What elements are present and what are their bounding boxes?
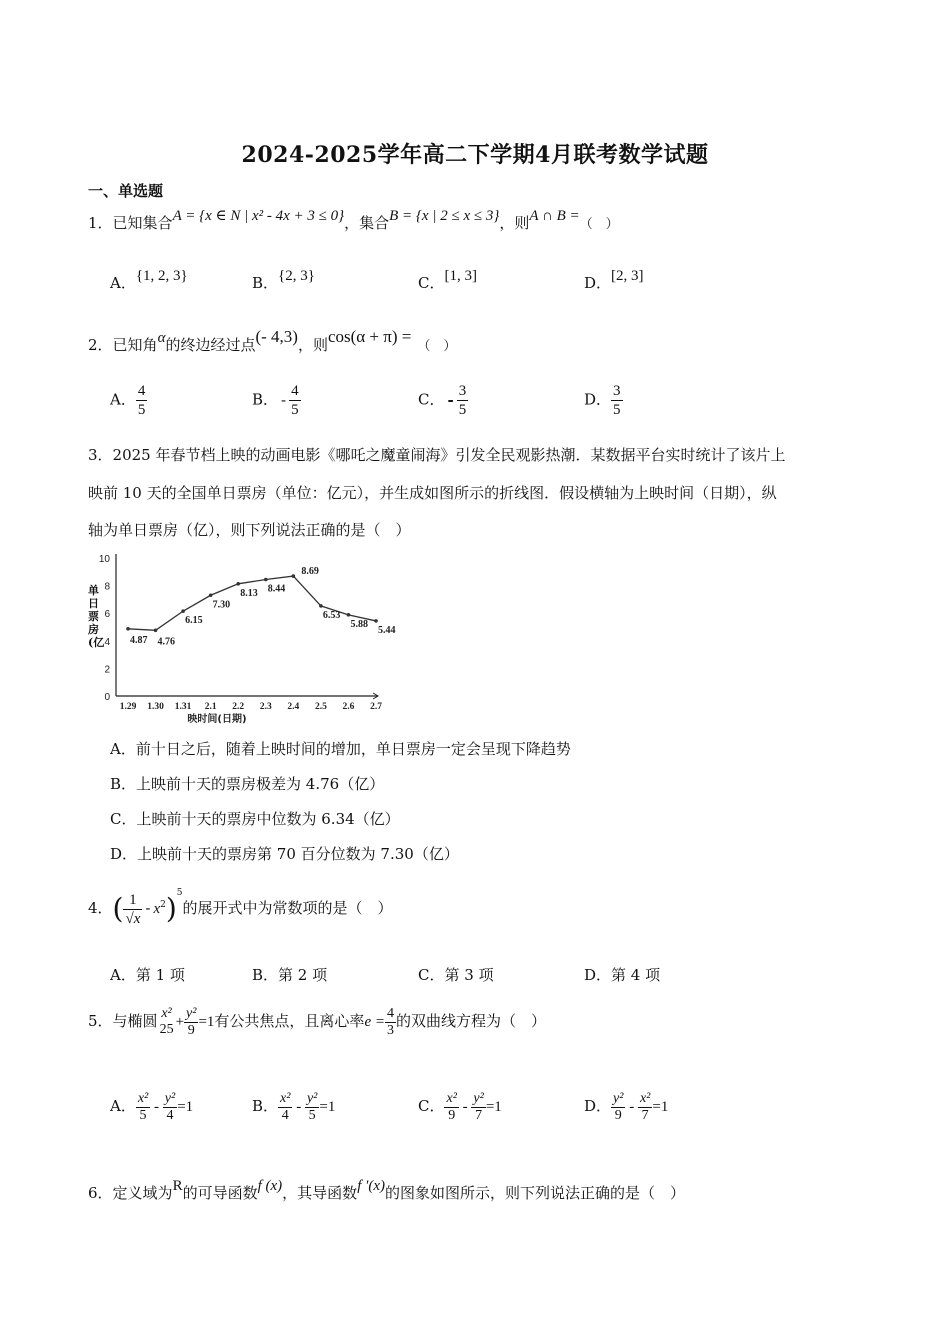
box-office-line-chart xyxy=(88,548,396,726)
question-6: 6．定义域为R的可导函数f (x)，其导函数f ′(x)的图象如图所示，则下列说法正确的是（ ） xyxy=(88,1178,686,1202)
chart-x-tick-label: 2.1 xyxy=(204,702,217,712)
q2-option-b: B． - $\frac{4}{5}$ xyxy=(252,383,299,418)
q4-fraction: $\frac{1}{√x}$ xyxy=(125,891,141,927)
question-3-line-1: 3．2025 年春节档上映的动画电影《哪吒之魔童闹海》引发全民观影热潮．某数据平台实时统计了该片上 xyxy=(88,446,786,464)
q1-text-3: ，则 xyxy=(499,214,530,232)
chart-data-label: 8.44 xyxy=(267,583,286,595)
q2-alpha: α xyxy=(157,330,166,346)
q1-expression: A ∩ B = xyxy=(529,208,580,224)
q1-number: 1． xyxy=(88,214,113,232)
chart-y-label: 单日票房(亿 xyxy=(88,584,105,649)
q1-text-4: （ ） xyxy=(579,217,619,232)
q3-option-c: C．上映前十天的票房中位数为 6.34（亿） xyxy=(110,810,400,828)
chart-data-label: 6.53 xyxy=(322,609,341,621)
chart-x-tick-label: 1.31 xyxy=(174,702,192,712)
q1-option-d: D．[2, 3] xyxy=(584,268,644,292)
chart-data-point xyxy=(319,604,323,608)
q1-option-a: A．{1, 2, 3} xyxy=(110,268,188,292)
chart-data-label: 4.87 xyxy=(130,634,148,646)
chart-y-tick-label: 10 xyxy=(98,554,110,565)
q5-option-d: D． $\frac{\text{y²}}{9}$ - $\frac{\text{x²}}{7}$ =1 xyxy=(584,1090,669,1123)
chart-data-point xyxy=(264,578,268,582)
q2-text-4: （ ） xyxy=(417,339,457,354)
q2-option-a: A． $\frac{4}{5}$ xyxy=(110,383,146,418)
q5-ellipse-x-term: x² 25 xyxy=(159,1006,174,1037)
chart-y-tick-label: 8 xyxy=(104,581,110,593)
q3-option-a: A．前十日之后，随着上映时间的增加，单日票房一定会呈现下降趋势 xyxy=(110,740,571,758)
chart-x-tick-label: 1.29 xyxy=(119,702,137,712)
q1-set-a: A = {x ∈ N | x² - 4x + 3 ≤ 0} xyxy=(172,208,345,224)
q4-text: 的展开式中为常数项的是（ ） xyxy=(182,899,393,917)
chart-data-label: 4.76 xyxy=(157,636,176,648)
q2-number: 2． xyxy=(88,336,113,354)
q6-function: f (x) xyxy=(257,1178,283,1194)
q2-text-1: 已知角 xyxy=(112,336,158,354)
chart-y-tick-label: 0 xyxy=(104,692,110,703)
q2-text-2: 的终边经过点 xyxy=(165,336,256,354)
q1-text-1: 已知集合 xyxy=(112,214,173,232)
q5-ellipse-y-term: $\frac{\text{y²}}{9}$ xyxy=(186,1005,197,1038)
chart-y-tick-label: 2 xyxy=(104,664,110,676)
chart-x-tick-label: 2.6 xyxy=(342,702,355,712)
q2-expression: cos(α + π) = xyxy=(327,327,412,346)
chart-data-label: 7.30 xyxy=(212,599,231,611)
chart-svg xyxy=(88,548,396,726)
chart-data-label: 5.88 xyxy=(350,618,368,630)
q2-point: (- 4,3) xyxy=(255,327,298,346)
question-2 xyxy=(88,327,457,358)
chart-y-tick-label: 4 xyxy=(104,636,110,648)
q6-real-set: R xyxy=(172,1178,183,1194)
chart-y-tick-label: 6 xyxy=(104,609,110,621)
chart-data-point xyxy=(126,627,130,631)
chart-data-point xyxy=(374,619,378,623)
q3-option-b: B．上映前十天的票房极差为 4.76（亿） xyxy=(110,775,385,793)
section-heading: 一、单选题 xyxy=(88,182,164,200)
chart-x-tick-label: 2.5 xyxy=(314,702,327,712)
q5-eccentricity: $\frac{4}{3}$ xyxy=(386,1005,394,1038)
q5-option-a: A． $\frac{\text{x²}}{5}$ - $\frac{\text{y²}}{4}$ =1 xyxy=(110,1090,194,1123)
chart-data-point xyxy=(209,593,213,597)
q5-option-c: C． $\frac{\text{x²}}{9}$ - $\frac{\text{y²}}{7}$ =1 xyxy=(418,1090,502,1123)
q1-set-b: B = {x | 2 ≤ x ≤ 3} xyxy=(389,208,500,224)
q3-option-d: D．上映前十天的票房第 70 百分位数为 7.30（亿） xyxy=(110,845,459,863)
q1-text-2: ，集合 xyxy=(344,214,390,232)
question-5: 5．与椭圆 x² 25 + $\frac{\text{y²}}{9}$ =1有公共焦点，且离心率e = $\frac{4}{3}$ 的双曲线方程为（ ） xyxy=(88,1005,546,1038)
chart-data-point xyxy=(292,574,296,578)
chart-x-tick-label: 2.3 xyxy=(259,702,272,712)
question-1 xyxy=(88,208,619,236)
q2-option-d: D． $\frac{3}{5}$ xyxy=(584,383,621,418)
q1-option-c: C．[1, 3] xyxy=(418,268,477,292)
chart-x-tick-label: 2.2 xyxy=(232,702,245,712)
q5-option-b: B． $\frac{\text{x²}}{4}$ - $\frac{\text{y²}}{5}$ =1 xyxy=(252,1090,336,1123)
chart-data-label: 8.13 xyxy=(240,587,258,599)
chart-data-point xyxy=(181,609,185,613)
chart-data-point xyxy=(347,613,351,617)
chart-x-tick-label: 2.7 xyxy=(370,702,382,712)
question-3-line-3: 轴为单日票房（亿），则下列说法正确的是（ ） xyxy=(88,521,411,539)
question-3-line-2: 映前 10 天的全国单日票房（单位：亿元），并生成如图所示的折线图．假设横轴为上映时间（日期），纵 xyxy=(88,484,777,502)
chart-x-tick-label: 2.4 xyxy=(287,702,300,712)
question-4: 4．( $\frac{1}{√x}$ - $x^2)^5$的展开式中为常数项的是（ ） xyxy=(88,888,393,927)
chart-series-line xyxy=(128,576,376,630)
chart-data-label: 6.15 xyxy=(185,615,203,627)
q2-text-3: ，则 xyxy=(297,336,328,354)
q4-option-b: B．第 2 项 xyxy=(252,966,328,984)
q1-option-b: B．{2, 3} xyxy=(252,268,315,292)
q2-option-c: C． - $\frac{3}{5}$ xyxy=(418,383,467,418)
q4-option-a: A．第 1 项 xyxy=(110,966,185,984)
chart-data-label: 8.69 xyxy=(301,566,319,578)
q4-option-d: D．第 4 项 xyxy=(584,966,661,984)
chart-data-point xyxy=(154,629,158,633)
chart-data-point xyxy=(236,582,240,586)
q4-number: 4． xyxy=(88,899,113,917)
chart-data-label: 5.44 xyxy=(378,624,396,636)
chart-x-axis-label: 映时间(日期) xyxy=(187,714,247,725)
page-title: 2024-2025学年高二下学期4月联考数学试题 xyxy=(241,142,709,168)
q4-option-c: C．第 3 项 xyxy=(418,966,494,984)
chart-x-tick-label: 1.30 xyxy=(147,702,164,712)
q6-derivative: f ′(x) xyxy=(357,1178,386,1194)
